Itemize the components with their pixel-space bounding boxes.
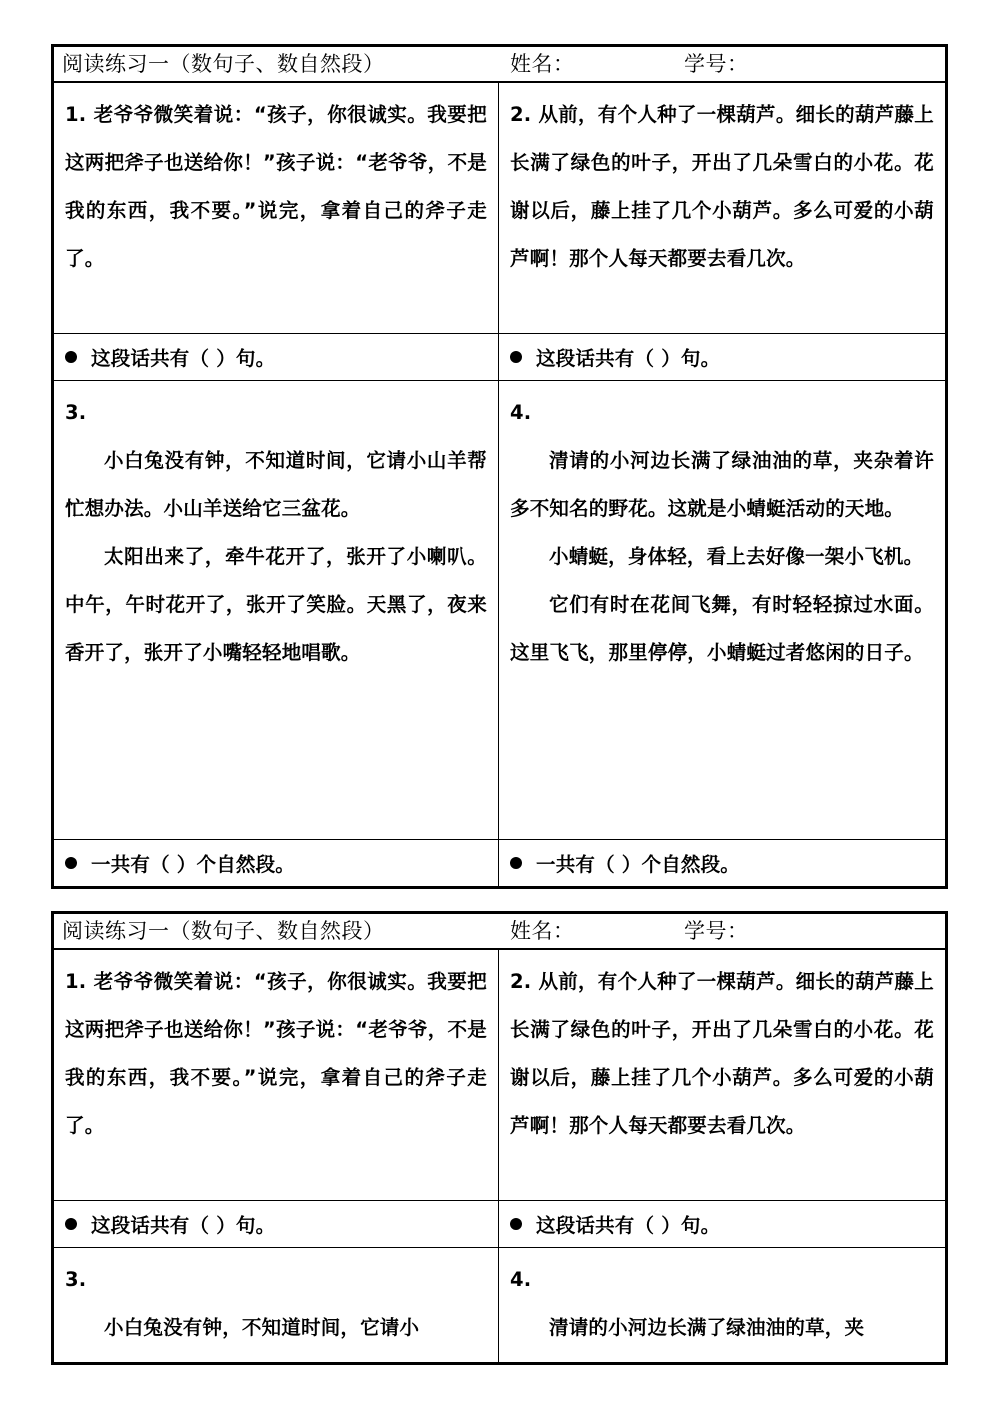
passage-text-1: 老爷爷微笑着说：“孩子，你很诚实。我要把这两把斧子也送给你！”孩子说：“老爷爷，不是我的东西，我不要。”说完，拿着自己的斧子走了。: [65, 103, 487, 270]
passage-number-4: 4.: [510, 401, 532, 424]
passage-number-3: 3.: [65, 401, 87, 424]
worksheet-title: 阅读练习一（数句子、数自然段）: [62, 919, 385, 943]
question-cell-sentences-left: [53, 334, 499, 381]
worksheet-table-1: [51, 44, 948, 889]
passage-row-1: [53, 949, 947, 1201]
passage-cell-1: [53, 82, 499, 334]
passage-number-2: 2.: [510, 103, 532, 126]
question-sentences-label: 这段话共有（ ）句。: [536, 1214, 721, 1237]
passage-3-paragraph-2: 太阳出来了，牵牛花开了，张开了小喇叭。中午，午时花开了，张开了笑脸。天黑了，夜来香开了，张开了小嘴轻轻地唱歌。: [65, 545, 487, 664]
bullet-icon: [65, 351, 77, 363]
header-cell: [53, 913, 947, 950]
passage-4-paragraph-2: 小蜻蜓，身体轻，看上去好像一架小飞机。: [549, 545, 924, 568]
passage-3-first-line: 小白兔没有钟，不知道时间，它请小: [104, 1316, 420, 1339]
question-cell-paragraphs-left: [53, 840, 499, 888]
passage-text-1: 老爷爷微笑着说：“孩子，你很诚实。我要把这两把斧子也送给你！”孩子说：“老爷爷，不是我的东西，我不要。”说完，拿着自己的斧子走了。: [65, 970, 487, 1137]
header-row: [53, 46, 947, 83]
passage-cell-3: [53, 381, 499, 840]
question-sentences-label: 这段话共有（ ）句。: [536, 347, 721, 370]
passage-number-4: 4.: [510, 1268, 532, 1291]
question-cell-sentences-right: [499, 1201, 947, 1248]
question-cell-sentences-left: [53, 1201, 499, 1248]
passage-number-1: 1.: [65, 103, 87, 126]
header-cell: [53, 46, 947, 83]
question-sentences-label: 这段话共有（ ）句。: [91, 347, 276, 370]
passage-cell-4: [499, 381, 947, 840]
question-cell-paragraphs-right: [499, 840, 947, 888]
passage-number-3: 3.: [65, 1268, 87, 1291]
passage-cell-2: [499, 82, 947, 334]
passage-number-2: 2.: [510, 970, 532, 993]
passage-cell-2: [499, 949, 947, 1201]
question-row-paragraphs-1: [53, 840, 947, 888]
student-name-label: 姓名：: [510, 52, 575, 76]
bullet-icon: [65, 1218, 77, 1230]
worksheet-table-2: [51, 911, 948, 1365]
question-paragraphs-label: 一共有（ ）个自然段。: [536, 853, 740, 876]
bullet-icon: [510, 857, 522, 869]
question-row-sentences-1: [53, 334, 947, 381]
passage-4-paragraph-3: 它们有时在花间飞舞，有时轻轻掠过水面。这里飞飞，那里停停，小蜻蜓过者悠闲的日子。: [510, 593, 934, 664]
question-row-sentences-2: [53, 1201, 947, 1248]
passage-number-1: 1.: [65, 970, 87, 993]
question-paragraphs-label: 一共有（ ）个自然段。: [91, 853, 295, 876]
passage-4-paragraph-1: 清请的小河边长满了绿油油的草，夹杂着许多不知名的野花。这就是小蜻蜓活动的天地。: [510, 449, 934, 520]
passage-row-2-clipped: [53, 1248, 947, 1364]
header-row: [53, 913, 947, 950]
question-sentences-label: 这段话共有（ ）句。: [91, 1214, 276, 1237]
passage-4-first-line: 清请的小河边长满了绿油油的草，夹: [549, 1316, 865, 1339]
bullet-icon: [510, 351, 522, 363]
passage-3-paragraph-1: 小白兔没有钟，不知道时间，它请小山羊帮忙想办法。小山羊送给它三盆花。: [65, 449, 487, 520]
student-id-label: 学号：: [684, 919, 749, 943]
passage-cell-1: [53, 949, 499, 1201]
worksheet-title: 阅读练习一（数句子、数自然段）: [62, 52, 385, 76]
bullet-icon: [65, 857, 77, 869]
passage-text-2: 从前，有个人种了一棵葫芦。细长的葫芦藤上长满了绿色的叶子，开出了几朵雪白的小花。花谢以后，藤上挂了几个小葫芦。多么可爱的小葫芦啊！那个人每天都要去看几次。: [510, 103, 934, 270]
question-cell-sentences-right: [499, 334, 947, 381]
student-id-label: 学号：: [684, 52, 749, 76]
passage-cell-4: [499, 1248, 947, 1364]
passage-row-1: [53, 82, 947, 334]
passage-cell-3: [53, 1248, 499, 1364]
passage-row-2: [53, 381, 947, 840]
student-name-label: 姓名：: [510, 919, 575, 943]
passage-text-2: 从前，有个人种了一棵葫芦。细长的葫芦藤上长满了绿色的叶子，开出了几朵雪白的小花。花谢以后，藤上挂了几个小葫芦。多么可爱的小葫芦啊！那个人每天都要去看几次。: [510, 970, 934, 1137]
bullet-icon: [510, 1218, 522, 1230]
